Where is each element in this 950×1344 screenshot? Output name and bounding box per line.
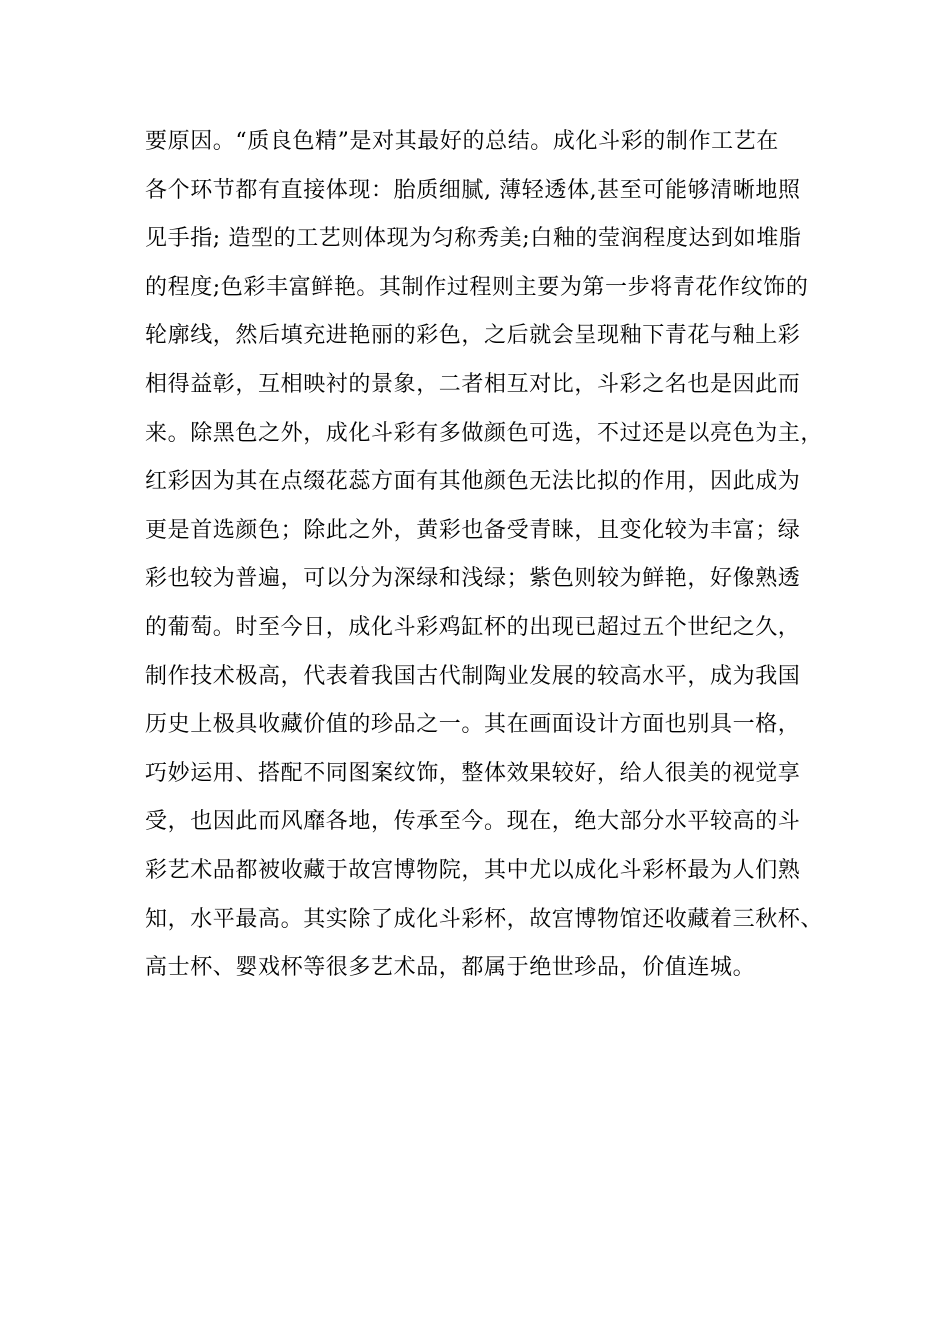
text-line: 各个环节都有直接体现：胎质细腻, 薄轻透体,甚至可能够清晰地照 [145,177,801,203]
text-line: 要原因。“质良色精”是对其最好的总结。成化斗彩的制作工艺在 [145,129,779,154]
text-line: 轮廓线，然后填充进艳丽的彩色，之后就会呈现釉下青花与釉上彩 [145,323,801,349]
text-line: 见手指; 造型的工艺则体现为匀称秀美;白釉的莹润程度达到如堆脂 [145,226,802,252]
text-line: 知，水平最高。其实除了成化斗彩杯，故宫博物馆还收藏着三秋杯、 [145,906,824,932]
text-line: 制作技术极高，代表着我国古代制陶业发展的较高水平，成为我国 [145,663,801,689]
text-line: 彩艺术品都被收藏于故宫博物院，其中尤以成化斗彩杯最为人们熟 [145,857,801,883]
text-line: 的程度;色彩丰富鲜艳。其制作过程则主要为第一步将青花作纹饰的 [145,274,809,300]
text-line: 受，也因此而风靡各地，传承至今。现在，绝大部分水平较高的斗 [145,809,801,835]
text-line: 历史上极具收藏价值的珍品之一。其在画面设计方面也别具一格， [145,712,801,738]
text-line: 巧妙运用、搭配不同图案纹饰，整体效果较好，给人很美的视觉享 [145,760,801,786]
text-line: 彩也较为普遍，可以分为深绿和浅绿；紫色则较为鲜艳，好像熟透 [145,566,801,592]
text-line: 的葡萄。时至今日，成化斗彩鸡缸杯的出现已超过五个世纪之久， [145,614,801,640]
text-line: 来。除黑色之外，成化斗彩有多做颜色可选，不过还是以亮色为主， [145,420,824,446]
text-line: 红彩因为其在点缀花蕊方面有其他颜色无法比拟的作用，因此成为 [145,469,801,495]
text-line: 更是首选颜色；除此之外，黄彩也备受青睐，且变化较为丰富；绿 [145,517,801,543]
text-line: 高士杯、婴戏杯等很多艺术品，都属于绝世珍品，价值连城。 [145,955,756,981]
text-line: 相得益彰，互相映衬的景象，二者相互对比，斗彩之名也是因此而 [145,371,801,397]
body-paragraph [145,130,835,1005]
